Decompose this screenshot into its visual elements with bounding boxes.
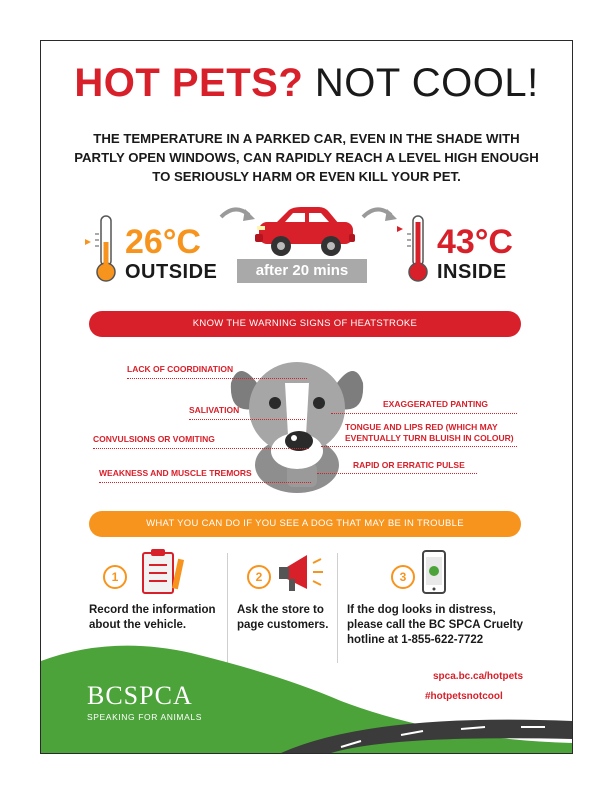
outside-temp: 26°C xyxy=(125,223,201,261)
intro-text: THE TEMPERATURE IN A PARKED CAR, EVEN IN THE SHADE WITH PARTLY OPEN WINDOWS, CAN RAPIDLY REACH A LEVEL HIGH ENOUGH TO SERIOUSLY HARM OR EVEN KILL YOUR PET. xyxy=(74,131,539,184)
sign-leader-line xyxy=(93,448,309,449)
sign-lack-of-coordination: LACK OF COORDINATION xyxy=(127,364,234,374)
step-2-line: Ask the store to xyxy=(237,604,324,616)
sign-tongue-line2: EVENTUALLY TURN BLUISH IN COLOUR) xyxy=(345,433,514,443)
step-2-text xyxy=(237,603,328,633)
arrow-left-icon xyxy=(217,203,257,229)
phone-icon xyxy=(419,549,449,597)
title-not-cool: NOT COOL! xyxy=(314,61,539,105)
step-2-number: 2 xyxy=(247,565,271,589)
step-1-line: about the vehicle. xyxy=(89,619,187,631)
step-1-text xyxy=(89,603,216,633)
sign-leader-line xyxy=(331,413,517,414)
page-title xyxy=(41,61,572,106)
sign-tongue-line1: TONGUE AND LIPS RED (WHICH MAY xyxy=(345,422,498,432)
sign-salivation: SALIVATION xyxy=(189,405,240,415)
step-2-line: page customers. xyxy=(237,619,329,631)
step-1-number: 1 xyxy=(103,565,127,589)
inside-temp: 43°C xyxy=(437,223,513,261)
thermometer-inside-icon xyxy=(397,214,429,284)
sign-convulsions: CONVULSIONS OR VOMITING xyxy=(93,434,215,444)
step-3-line: hotline at 1-855-622-7722 xyxy=(347,634,484,646)
sign-leader-line xyxy=(321,446,517,447)
megaphone-icon xyxy=(277,551,327,595)
sign-leader-line xyxy=(99,482,311,483)
hashtag-text: #hotpetsnotcool xyxy=(425,691,503,702)
warning-signs-banner: KNOW THE WARNING SIGNS OF HEATSTROKE xyxy=(89,311,521,337)
step-3-line: If the dog looks in distress, xyxy=(347,604,496,616)
step-3-line: please call the BC SPCA Cruelty xyxy=(347,619,523,631)
sign-weakness: WEAKNESS AND MUSCLE TREMORS xyxy=(99,468,252,478)
step-3-number: 3 xyxy=(391,565,415,589)
car-icon xyxy=(253,206,357,264)
bcspca-logo: BCSPCA xyxy=(87,681,193,710)
after-20-mins-label: after 20 mins xyxy=(237,259,367,283)
bcspca-tagline: SPEAKING FOR ANIMALS xyxy=(87,712,202,722)
sign-panting: EXAGGERATED PANTING xyxy=(383,399,488,409)
sign-leader-line xyxy=(317,473,477,474)
sign-pulse: RAPID OR ERRATIC PULSE xyxy=(353,460,465,470)
outside-label: OUTSIDE xyxy=(125,261,218,283)
sign-leader-line xyxy=(189,419,305,420)
title-hot-pets: HOT PETS? xyxy=(74,61,304,105)
thermometer-outside-icon xyxy=(85,214,117,284)
step-1-line: Record the information xyxy=(89,604,216,616)
poster xyxy=(40,40,573,754)
arrow-right-icon xyxy=(359,203,399,229)
sign-leader-line xyxy=(127,378,307,379)
action-banner: WHAT YOU CAN DO IF YOU SEE A DOG THAT MAY BE IN TROUBLE xyxy=(89,511,521,537)
hotpets-url-link[interactable]: spca.bc.ca/hotpets xyxy=(433,671,524,682)
inside-label: INSIDE xyxy=(437,261,507,283)
clipboard-icon xyxy=(135,547,187,599)
